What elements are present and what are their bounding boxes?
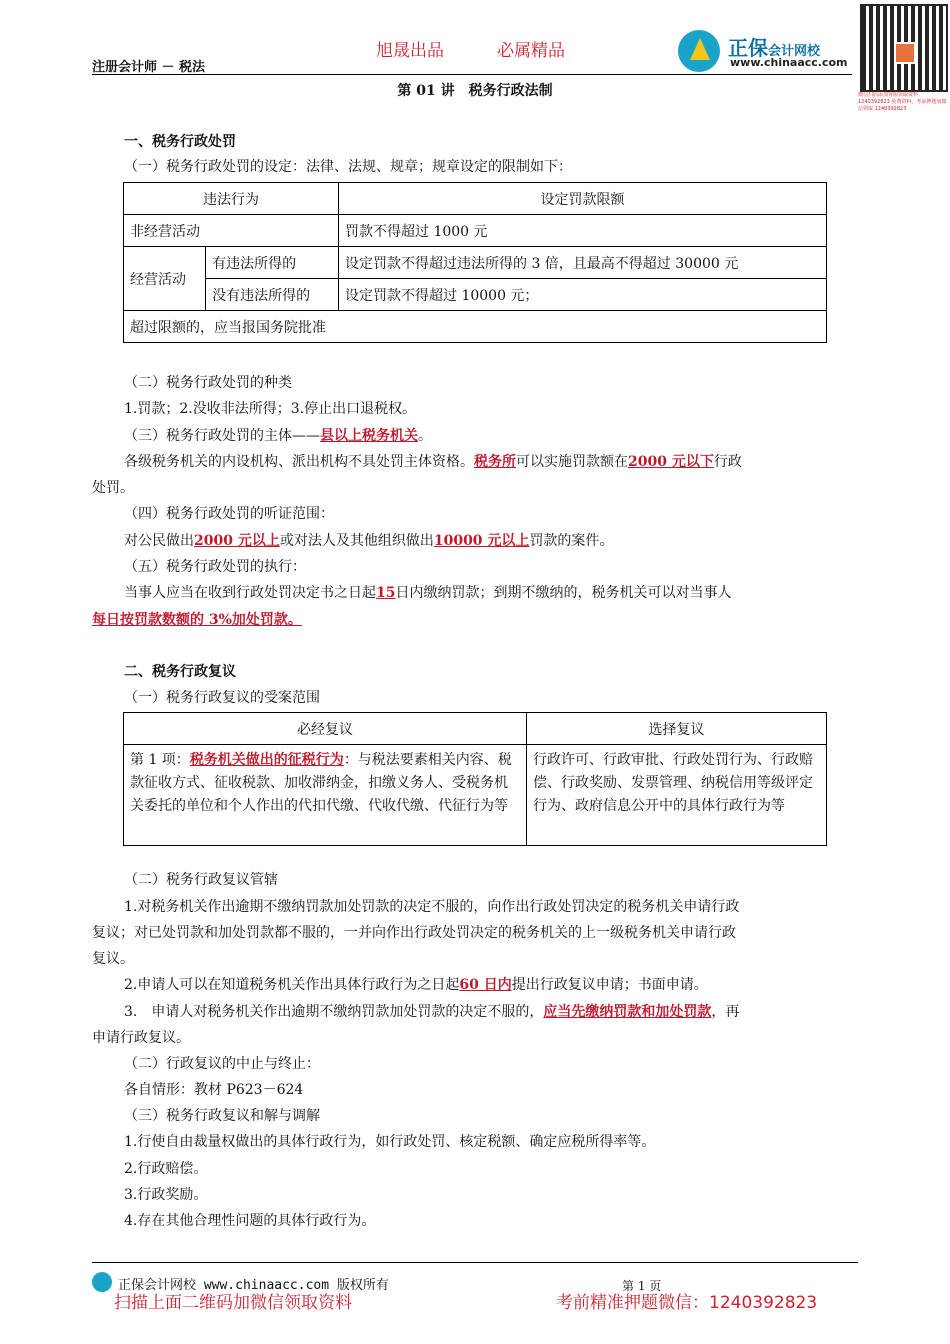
paragraph: （五）税务行政处罚的执行： [124, 559, 306, 575]
paragraph: 当事人应当在收到行政处罚决定书之日起15日内缴纳罚款；到期不缴纳的，税务机关可以对当事人 [124, 585, 732, 601]
table-cell: 经营活动 [124, 247, 206, 311]
logo-url: www.chinaacc.com [730, 56, 848, 69]
paragraph: 2.行政赔偿。 [124, 1161, 208, 1177]
paragraph [92, 610, 302, 630]
paragraph: （四）税务行政处罚的听证范围： [124, 506, 334, 522]
logo-brand: 正保会计网校 [728, 36, 821, 60]
promo-bottom-right: 考前精准押题微信：1240392823 [556, 1293, 818, 1313]
promo-right: 必属精品 [497, 41, 565, 61]
table-cell: 没有违法所得的 [206, 279, 339, 311]
paragraph: 复议。 [92, 951, 134, 967]
table-header: 违法行为 [124, 183, 339, 215]
table-cell: 罚款不得超过 1000 元 [339, 215, 827, 247]
highlight: 税务机关做出的征税行为 [189, 752, 344, 768]
table-cell: 非经营活动 [124, 215, 339, 247]
table-cell: 行政许可、行政审批、行政处罚行为、行政赔偿、行政奖励、发票管理、纳税信用等级评定行为、政府信息公开中的具体行政行为等 [527, 745, 827, 846]
table-cell: 有违法所得的 [206, 247, 339, 279]
paragraph: 复议；对已处罚款和加处罚款都不服的，一并向作出行政处罚决定的税务机关的上一级税务机关申请行政 [92, 925, 736, 941]
paragraph: 1.对税务机关作出逾期不缴纳罚款加处罚款的决定不服的，向作出行政处罚决定的税务机关申请行政 [124, 899, 740, 915]
chinaacc-logo [678, 30, 858, 74]
penalty-limit-table [123, 182, 827, 343]
section-heading: 二、税务行政复议 [124, 664, 236, 680]
paragraph: 2.申请人可以在知道税务机关作出具体行政行为之日起60 日内提出行政复议申请；书面申请。 [124, 977, 708, 993]
paragraph: 4.存在其他合理性问题的具体行政行为。 [124, 1213, 376, 1229]
highlight: 每日按罚款数额的 3%加处罚款。 [92, 612, 302, 628]
paragraph: 各自情形：教材 P623－624 [124, 1082, 304, 1098]
header-divider [92, 74, 852, 75]
qr-caption: 微信扫码添加客服领取资料 1240392823 免费资料、考前押题加微信领取 1240392823 [858, 92, 947, 112]
paragraph: 处罚。 [92, 480, 134, 496]
table-cell: 设定罚款不得超过 10000 元； [339, 279, 827, 311]
footer-divider [92, 1262, 858, 1263]
paragraph: （一）税务行政复议的受案范围 [124, 690, 320, 706]
paragraph: 各级税务机关的内设机构、派出机构不具处罚主体资格。税务所可以实施罚款额在2000 元以下行政 [124, 454, 742, 470]
highlight: 县以上税务机关 [320, 428, 418, 444]
promo-bottom-left: 扫描上面二维码加微信领取资料 [114, 1293, 352, 1313]
section-heading: 一、税务行政处罚 [124, 134, 236, 150]
table-header: 选择复议 [527, 713, 827, 745]
paragraph: 1.罚款；2.没收非法所得；3.停止出口退税权。 [124, 401, 417, 417]
paragraph: 3.行政奖励。 [124, 1187, 208, 1203]
highlight: 60 日内 [459, 977, 512, 993]
paragraph: （三）税务行政复议和解与调解 [124, 1108, 320, 1124]
footer-logo-icon [92, 1272, 112, 1292]
table-cell: 设定罚款不得超过违法所得的 3 倍，且最高不得超过 30000 元 [339, 247, 827, 279]
paragraph: 1.行使自由裁量权做出的具体行政行为，如行政处罚、核定税额、确定应税所得率等。 [124, 1134, 656, 1150]
paragraph: （二）行政复议的中止与终止： [124, 1056, 320, 1072]
paragraph: （一）税务行政处罚的设定：法律、法规、规章；规章设定的限制如下： [124, 159, 572, 175]
paragraph: （三）税务行政处罚的主体——县以上税务机关。 [124, 428, 432, 444]
qr-code-icon [860, 4, 948, 92]
table-cell: 第 1 项：税务机关做出的征税行为：与税法要素相关内容、税款征收方式、征收税款、加收滞纳金，扣缴义务人、受税务机关委托的单位和个人作出的代扣代缴、代收代缴、代征行为等 [124, 745, 527, 846]
paragraph: 3. 申请人对税务机关作出逾期不缴纳罚款加处罚款的决定不服的，应当先缴纳罚款和加处罚款，再 [124, 1004, 740, 1020]
paragraph: （二）税务行政复议管辖 [124, 872, 278, 888]
highlight: 税务所 [474, 454, 516, 470]
paragraph: 申请行政复议。 [92, 1030, 190, 1046]
highlight: 应当先缴纳罚款和加处罚款 [543, 1004, 712, 1020]
table-header: 设定罚款限额 [339, 183, 827, 215]
course-title: 注册会计师 － 税法 [92, 60, 206, 75]
highlight: 2000 元以上 [194, 533, 280, 549]
highlight: 15 [376, 585, 396, 601]
lecture-title: 第 01 讲 税务行政法制 [397, 83, 553, 99]
paragraph: 对公民做出2000 元以上或对法人及其他组织做出10000 元以上罚款的案件。 [124, 533, 614, 549]
footer-copyright: 正保会计网校 www.chinaacc.com 版权所有 [118, 1278, 389, 1293]
review-scope-table [123, 712, 827, 846]
logo-mark-icon [678, 30, 720, 72]
page-number: 第 1 页 [622, 1279, 662, 1293]
highlight: 10000 元以上 [433, 533, 530, 549]
promo-left: 旭晟出品 [376, 41, 444, 61]
table-cell: 超过限额的，应当报国务院批准 [124, 311, 827, 343]
highlight: 2000 元以下 [628, 454, 714, 470]
table-header: 必经复议 [124, 713, 527, 745]
paragraph: （二）税务行政处罚的种类 [124, 375, 292, 391]
